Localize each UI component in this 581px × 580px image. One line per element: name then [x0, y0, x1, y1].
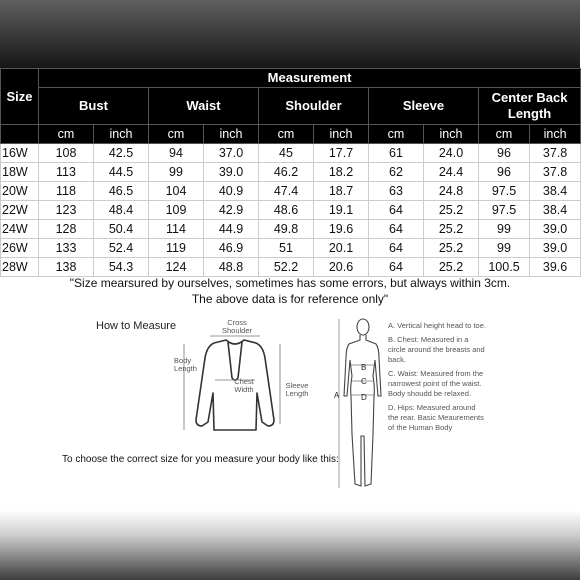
size-header: Size — [1, 69, 39, 125]
table-cell: 52.4 — [94, 239, 149, 258]
table-cell: 96 — [479, 163, 530, 182]
unit-header-7: inch — [424, 125, 479, 144]
table-cell: 45 — [259, 144, 314, 163]
table-cell: 109 — [149, 201, 204, 220]
table-cell: 39.0 — [530, 239, 581, 258]
table-cell: 20.1 — [314, 239, 369, 258]
table-cell: 99 — [149, 163, 204, 182]
table-cell: 128 — [39, 220, 94, 239]
table-cell: 118 — [39, 182, 94, 201]
table-cell: 40.9 — [204, 182, 259, 201]
unit-header-4: cm — [259, 125, 314, 144]
measurement-notes — [388, 321, 488, 437]
table-cell: 64 — [369, 201, 424, 220]
table-cell: 39.0 — [530, 220, 581, 239]
unit-header-1: inch — [94, 125, 149, 144]
table-row — [1, 258, 581, 277]
unit-header-2: cm — [149, 125, 204, 144]
unit-header-0: cm — [39, 125, 94, 144]
table-cell: 44.5 — [94, 163, 149, 182]
table-row — [1, 182, 581, 201]
table-cell: 64 — [369, 258, 424, 277]
size-chart-table — [0, 68, 581, 277]
table-cell: 44.9 — [204, 220, 259, 239]
group-header-sleeve: Sleeve — [369, 88, 479, 125]
table-cell: 119 — [149, 239, 204, 258]
cross-shoulder-label: Cross Shoulder — [221, 318, 253, 335]
table-cell: 18.2 — [314, 163, 369, 182]
note-a: A. Vertical height head to toe. — [388, 321, 486, 330]
measurement-note — [0, 275, 580, 307]
table-cell: 123 — [39, 201, 94, 220]
figure-letter-b: B — [361, 363, 367, 372]
group-header-center-back-length: Center Back Length — [479, 88, 581, 125]
size-cell: 20W — [1, 182, 39, 201]
table-cell: 39.6 — [530, 258, 581, 277]
group-header-bust: Bust — [39, 88, 149, 125]
table-cell: 97.5 — [479, 182, 530, 201]
table-cell: 64 — [369, 239, 424, 258]
unit-row-spacer — [1, 125, 39, 144]
size-cell: 18W — [1, 163, 39, 182]
table-cell: 25.2 — [424, 201, 479, 220]
table-cell: 39.0 — [204, 163, 259, 182]
table-cell: 113 — [39, 163, 94, 182]
table-cell: 138 — [39, 258, 94, 277]
table-cell: 133 — [39, 239, 94, 258]
table-row — [1, 163, 581, 182]
table-cell: 38.4 — [530, 201, 581, 220]
table-cell: 124 — [149, 258, 204, 277]
size-table-body — [1, 144, 581, 277]
table-cell: 42.5 — [94, 144, 149, 163]
table-cell: 25.2 — [424, 239, 479, 258]
table-cell: 18.7 — [314, 182, 369, 201]
table-cell: 54.3 — [94, 258, 149, 277]
size-cell: 26W — [1, 239, 39, 258]
table-row — [1, 239, 581, 258]
group-header-waist: Waist — [149, 88, 259, 125]
figure-letter-a: A — [334, 391, 340, 400]
figure-letter-d: D — [361, 393, 367, 402]
table-cell: 51 — [259, 239, 314, 258]
table-cell: 62 — [369, 163, 424, 182]
table-row — [1, 201, 581, 220]
table-cell: 46.9 — [204, 239, 259, 258]
group-header-shoulder: Shoulder — [259, 88, 369, 125]
table-cell: 64 — [369, 220, 424, 239]
table-cell: 96 — [479, 144, 530, 163]
sleeve-length-label: Sleeve Length — [285, 381, 309, 398]
table-cell: 37.0 — [204, 144, 259, 163]
table-cell: 24.8 — [424, 182, 479, 201]
table-cell: 25.2 — [424, 220, 479, 239]
table-cell: 38.4 — [530, 182, 581, 201]
size-cell: 16W — [1, 144, 39, 163]
table-cell: 24.4 — [424, 163, 479, 182]
table-row — [1, 144, 581, 163]
size-cell: 28W — [1, 258, 39, 277]
unit-header-3: inch — [204, 125, 259, 144]
note-line-1: "Size mearsured by ourselves, sometimes has some errors, but always within 3cm. — [69, 276, 511, 290]
note-line-2: The above data is for reference only" — [191, 292, 389, 306]
table-cell: 24.0 — [424, 144, 479, 163]
size-cell: 24W — [1, 220, 39, 239]
table-cell: 97.5 — [479, 201, 530, 220]
note-b: B. Chest: Measured in a circle around the breasts and back. — [388, 335, 485, 364]
figure-letter-c: C — [361, 377, 367, 386]
table-cell: 19.6 — [314, 220, 369, 239]
table-cell: 46.2 — [259, 163, 314, 182]
bottom-dark-band — [0, 510, 580, 580]
table-cell: 50.4 — [94, 220, 149, 239]
note-d: D. Hips: Measured around the rear. Basic Meaurements of the Human Body — [388, 403, 484, 432]
human-body-figure — [335, 316, 385, 506]
table-cell: 108 — [39, 144, 94, 163]
unit-row — [1, 125, 581, 144]
table-cell: 20.6 — [314, 258, 369, 277]
table-cell: 37.8 — [530, 163, 581, 182]
table-cell: 99 — [479, 239, 530, 258]
how-to-measure-title: How to Measure — [96, 320, 177, 332]
unit-header-9: inch — [530, 125, 581, 144]
table-cell: 114 — [149, 220, 204, 239]
table-cell: 47.4 — [259, 182, 314, 201]
table-cell: 19.1 — [314, 201, 369, 220]
table-cell: 63 — [369, 182, 424, 201]
top-dark-band — [0, 0, 580, 70]
body-length-label: Body Length — [174, 356, 197, 373]
table-cell: 37.8 — [530, 144, 581, 163]
table-cell: 17.7 — [314, 144, 369, 163]
table-cell: 46.5 — [94, 182, 149, 201]
table-cell: 104 — [149, 182, 204, 201]
table-cell: 52.2 — [259, 258, 314, 277]
table-row — [1, 220, 581, 239]
table-cell: 61 — [369, 144, 424, 163]
unit-header-5: inch — [314, 125, 369, 144]
note-c: C. Waist: Measured from the narrowest point of the waist. Body shoudd be relaxed. — [388, 369, 484, 398]
table-cell: 48.8 — [204, 258, 259, 277]
table-cell: 48.4 — [94, 201, 149, 220]
table-cell: 100.5 — [479, 258, 530, 277]
table-cell: 42.9 — [204, 201, 259, 220]
measurement-header: Measurement — [39, 69, 581, 88]
unit-header-8: cm — [479, 125, 530, 144]
table-cell: 49.8 — [259, 220, 314, 239]
choose-size-instruction: To choose the correct size for you measure your body like this: — [62, 454, 339, 465]
table-cell: 94 — [149, 144, 204, 163]
chest-width-label: Chest Width — [234, 377, 254, 394]
table-cell: 25.2 — [424, 258, 479, 277]
unit-header-6: cm — [369, 125, 424, 144]
table-cell: 48.6 — [259, 201, 314, 220]
table-cell: 99 — [479, 220, 530, 239]
size-cell: 22W — [1, 201, 39, 220]
